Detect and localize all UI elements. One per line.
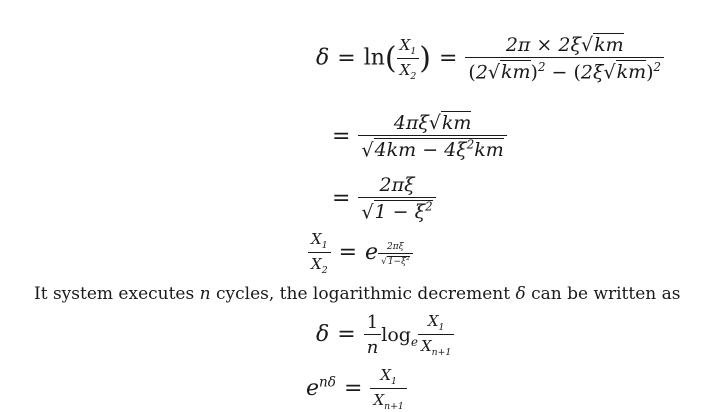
- sentence-part-1: It system executes: [34, 284, 200, 304]
- equation-line-2: = $\frac{4\pi\xi√km}{√4km - 4\xi^2km}$: [332, 112, 507, 161]
- equation-line-4: $\frac{X_1}{X_2}$ = e $\frac{2\pi\xi}{√1-\xi^2}$: [308, 230, 413, 276]
- equation-line-1: δ = ln( $\frac{X_1}{X_2}$ ) = $\frac{2\pi \times 2\xi√km}{(2√km)^2 - (2\xi√km)^2}$: [316, 34, 664, 83]
- body-text: [34, 284, 681, 304]
- variable-delta: δ: [515, 284, 526, 304]
- variable-n: n: [199, 284, 211, 304]
- sentence-part-2: cycles, the logarithmic decrement: [210, 284, 516, 304]
- equation-line-6: $e^{n\delta}$ = $\frac{X_1}{X_{n+1}}$: [306, 366, 407, 412]
- sentence-part-3: can be written as: [525, 284, 681, 304]
- equation-line-5: δ = $\frac{1}{n}$ $\log_e$ $\frac{X_1}{X_{n+1}}$: [316, 312, 454, 358]
- equation-line-3: = $\frac{2\pi\xi}{√1 - \xi^2}$: [332, 174, 436, 223]
